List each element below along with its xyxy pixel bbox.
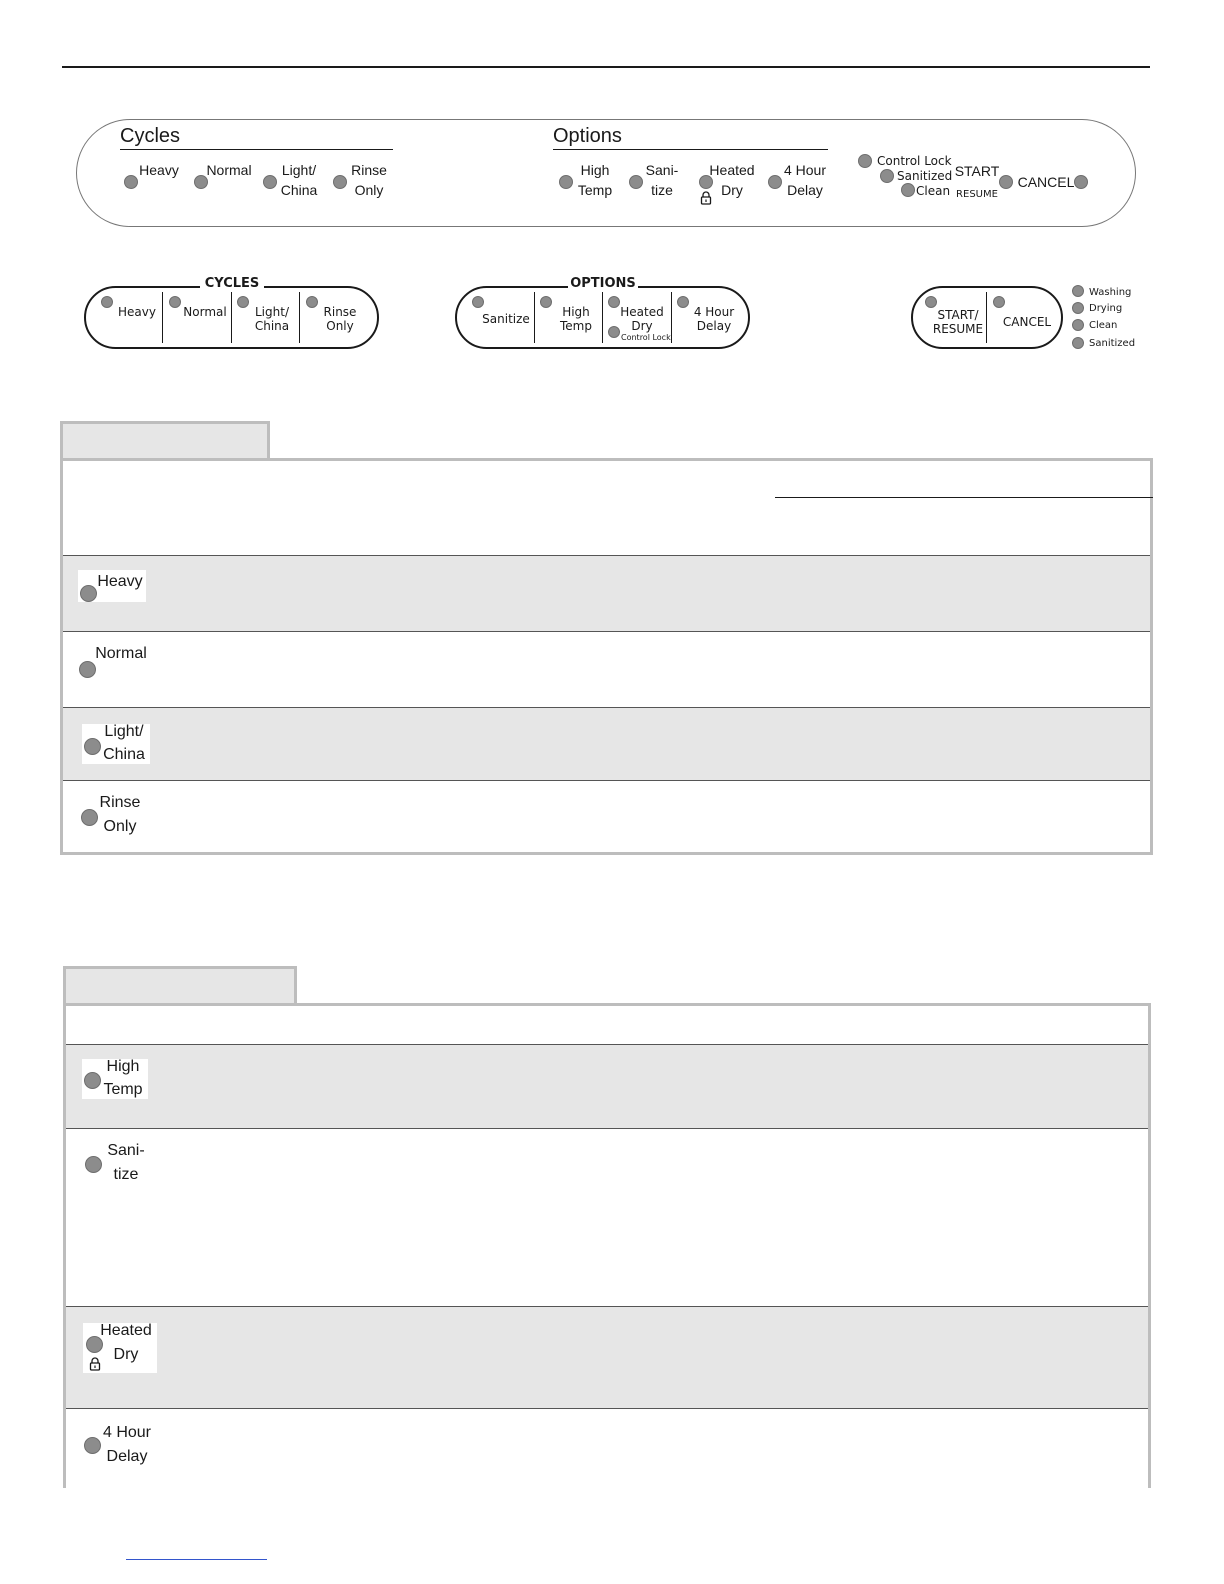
control-lock-label: Control Lock (877, 154, 952, 168)
cycle-label: Heavy (139, 162, 179, 178)
indicator-light (999, 175, 1013, 189)
option-label-line2: Delay (696, 319, 732, 333)
control-lock-indicator (608, 326, 620, 338)
cycles-table (60, 458, 1153, 855)
cycle-label-line2: China (280, 182, 318, 198)
indicator-light (472, 296, 484, 308)
button-label: Heavy (97, 573, 143, 590)
status-indicator (1072, 337, 1084, 349)
cycle-label-line1: Rinse (351, 162, 387, 178)
indicator-light (333, 175, 347, 189)
option-label-line1: High (562, 305, 590, 319)
indicator-light (993, 296, 1005, 308)
panel1-options-title: Options (553, 125, 622, 147)
indicator-light (925, 296, 937, 308)
button-label-line1: 4 Hour (102, 1424, 152, 1441)
button-label-line1: Rinse (99, 794, 141, 811)
panel1-cycles-title: Cycles (120, 125, 181, 147)
button-label-line2: Dry (113, 1346, 139, 1363)
cycle-label: Normal (183, 305, 227, 319)
cycle-label-line1: Rinse (323, 305, 357, 319)
panel1-cycles-rule (120, 149, 393, 150)
option-label-line2: Delay (787, 182, 823, 198)
button-label-line1: Sani- (107, 1142, 145, 1159)
option-label-line2: Dry (631, 319, 653, 333)
cycle-label: Normal (206, 162, 252, 178)
cancel-label: CANCEL (1002, 315, 1052, 329)
table-row (63, 780, 1150, 852)
start-resume-line2: RESUME (932, 322, 984, 336)
table-row (66, 1306, 1148, 1408)
cycle-button-heavy[interactable] (78, 570, 146, 602)
button-label-line2: Temp (103, 1081, 143, 1098)
clean-label: Clean (916, 184, 951, 198)
indicator-light (84, 1072, 101, 1089)
option-label-line2: Temp (577, 182, 613, 198)
button-label-line2: tize (113, 1166, 139, 1183)
divider (602, 292, 603, 343)
indicator-light (559, 175, 573, 189)
option-label-line1: Heated (709, 162, 755, 178)
clean-indicator (901, 183, 915, 197)
panel2-options-title: OPTIONS (568, 277, 638, 291)
cancel-label: CANCEL (1017, 174, 1075, 190)
button-label-line2: Only (103, 818, 137, 835)
option-button-high-temp[interactable] (82, 1059, 148, 1099)
table-row (63, 631, 1150, 707)
table-row (66, 1044, 1148, 1128)
indicator-light (85, 1156, 102, 1173)
cycle-label: Heavy (118, 305, 156, 319)
page-top-rule (62, 66, 1150, 68)
option-button-heated-dry[interactable] (83, 1323, 157, 1373)
cycle-button-light-china[interactable] (82, 724, 150, 764)
option-label-line1: 4 Hour (783, 162, 827, 178)
start-resume-line1: START/ (937, 308, 979, 322)
cycle-label-line2: Only (326, 319, 354, 333)
table-row (63, 555, 1150, 631)
table-row (63, 707, 1150, 780)
panel2-cycles-title: CYCLES (200, 277, 264, 291)
status-label: Sanitized (1089, 338, 1136, 349)
divider (299, 292, 300, 343)
button-label-line1: High (106, 1058, 140, 1075)
option-label-line1: Sani- (645, 162, 679, 178)
lock-icon (700, 191, 712, 205)
control-lock-indicator (858, 154, 872, 168)
options-table (63, 1003, 1151, 1523)
option-button-sanitize[interactable] (83, 1139, 155, 1191)
header-underline (775, 497, 1153, 498)
button-label-line2: Delay (106, 1448, 148, 1465)
resume-label: RESUME (956, 189, 998, 200)
status-indicator (1072, 319, 1084, 331)
indicator-light (263, 175, 277, 189)
button-label-line1: Heated (100, 1322, 152, 1339)
start-label: START (954, 163, 1000, 179)
option-label-line2: Temp (560, 319, 592, 333)
cycle-button-normal[interactable] (77, 642, 153, 678)
cycle-label-line1: Light/ (255, 305, 289, 319)
status-indicator (1072, 285, 1084, 297)
page-bottom-fade (0, 1488, 1224, 1584)
option-button-4-hour-delay[interactable] (82, 1421, 160, 1471)
divider (534, 292, 535, 343)
divider (986, 292, 987, 343)
option-label-line1: High (580, 162, 610, 178)
table-row (66, 1128, 1148, 1306)
cycle-label-line1: Light/ (281, 162, 317, 178)
sanitized-label: Sanitized (897, 169, 953, 183)
indicator-light (80, 585, 97, 602)
divider (162, 292, 163, 343)
status-label: Washing (1089, 287, 1132, 298)
option-label-line2: tize (651, 182, 673, 198)
options-table-tab (63, 966, 297, 1006)
option-label-line1: 4 Hour (693, 305, 735, 319)
cycle-label-line2: Only (354, 182, 384, 198)
indicator-light (1074, 175, 1088, 189)
option-label: Sanitize (482, 312, 530, 326)
divider (671, 292, 672, 343)
cycle-label-line2: China (254, 319, 290, 333)
option-label-line2: Dry (721, 182, 743, 198)
button-label-line2: China (103, 746, 145, 763)
button-label-line1: Light/ (104, 723, 144, 740)
option-label-line1: Heated (620, 305, 664, 319)
sanitized-indicator (880, 169, 894, 183)
status-indicator (1072, 302, 1084, 314)
footer-link-underline (126, 1559, 267, 1560)
cycle-button-rinse-only[interactable] (79, 791, 151, 843)
button-label: Normal (95, 645, 147, 662)
divider (231, 292, 232, 343)
status-label: Drying (1089, 303, 1123, 314)
cycles-table-tab (60, 421, 270, 461)
status-label: Clean (1089, 320, 1118, 331)
control-lock-label: Control Lock (621, 333, 671, 342)
panel1-options-rule (553, 149, 828, 150)
